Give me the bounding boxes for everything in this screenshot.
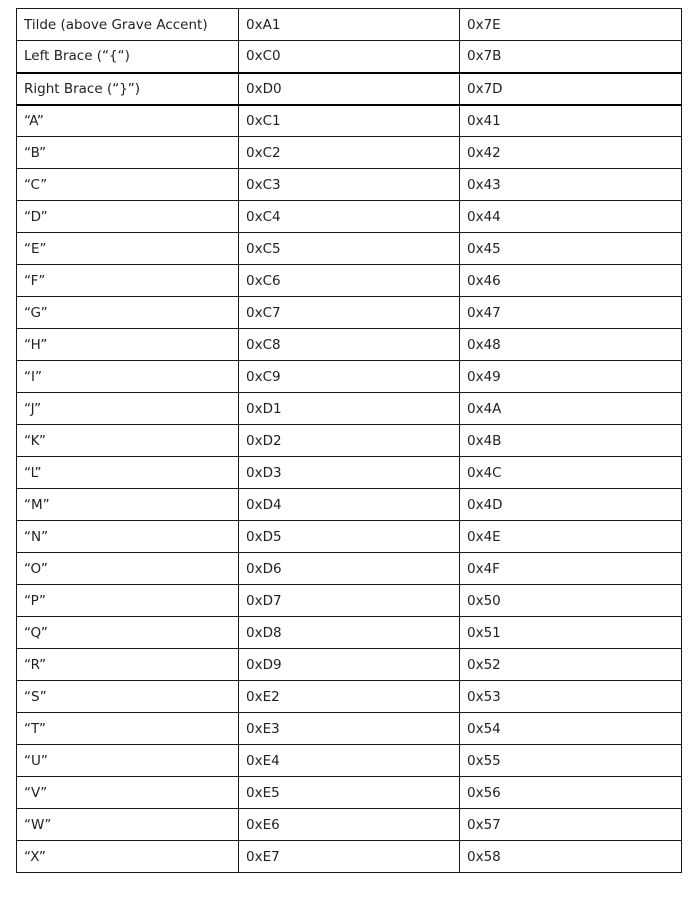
table-row bbox=[17, 233, 682, 265]
first-code-cell: 0xD3 bbox=[239, 457, 460, 489]
second-code-cell: 0x53 bbox=[460, 681, 682, 713]
first-code-cell: 0xD9 bbox=[239, 649, 460, 681]
second-code-cell: 0x7B bbox=[460, 41, 682, 73]
character-cell: “C” bbox=[17, 169, 239, 201]
second-code-cell: 0x45 bbox=[460, 233, 682, 265]
second-code-cell: 0x7D bbox=[460, 73, 682, 105]
character-cell: “H” bbox=[17, 329, 239, 361]
character-cell: “K” bbox=[17, 425, 239, 457]
character-cell: “E” bbox=[17, 233, 239, 265]
table-row bbox=[17, 585, 682, 617]
second-code-cell: 0x57 bbox=[460, 809, 682, 841]
table-row bbox=[17, 393, 682, 425]
character-cell: “M” bbox=[17, 489, 239, 521]
table-row bbox=[17, 41, 682, 73]
table-row bbox=[17, 745, 682, 777]
first-code-cell: 0xC8 bbox=[239, 329, 460, 361]
table-row bbox=[17, 201, 682, 233]
table-row bbox=[17, 841, 682, 873]
table-row bbox=[17, 681, 682, 713]
character-code-table-container bbox=[16, 8, 682, 873]
second-code-cell: 0x52 bbox=[460, 649, 682, 681]
second-code-cell: 0x50 bbox=[460, 585, 682, 617]
first-code-cell: 0xE6 bbox=[239, 809, 460, 841]
character-cell: Right Brace (“}”) bbox=[17, 73, 239, 105]
first-code-cell: 0xC2 bbox=[239, 137, 460, 169]
character-cell: “Q” bbox=[17, 617, 239, 649]
character-cell: “A” bbox=[17, 105, 239, 137]
first-code-cell: 0xC0 bbox=[239, 41, 460, 73]
character-cell: “V” bbox=[17, 777, 239, 809]
table-row bbox=[17, 361, 682, 393]
table-row bbox=[17, 489, 682, 521]
first-code-cell: 0xD2 bbox=[239, 425, 460, 457]
first-code-cell: 0xC1 bbox=[239, 105, 460, 137]
table-row bbox=[17, 809, 682, 841]
second-code-cell: 0x49 bbox=[460, 361, 682, 393]
character-cell: “F” bbox=[17, 265, 239, 297]
character-cell: “R” bbox=[17, 649, 239, 681]
first-code-cell: 0xD8 bbox=[239, 617, 460, 649]
table-row bbox=[17, 169, 682, 201]
second-code-cell: 0x43 bbox=[460, 169, 682, 201]
first-code-cell: 0xD1 bbox=[239, 393, 460, 425]
second-code-cell: 0x51 bbox=[460, 617, 682, 649]
second-code-cell: 0x4C bbox=[460, 457, 682, 489]
second-code-cell: 0x4B bbox=[460, 425, 682, 457]
character-cell: “L” bbox=[17, 457, 239, 489]
first-code-cell: 0xC7 bbox=[239, 297, 460, 329]
table-row bbox=[17, 137, 682, 169]
character-cell: “T” bbox=[17, 713, 239, 745]
character-cell: Left Brace (“{“) bbox=[17, 41, 239, 73]
first-code-cell: 0xC5 bbox=[239, 233, 460, 265]
character-code-table bbox=[16, 8, 682, 873]
first-code-cell: 0xD6 bbox=[239, 553, 460, 585]
first-code-cell: 0xA1 bbox=[239, 9, 460, 41]
character-cell: “D” bbox=[17, 201, 239, 233]
first-code-cell: 0xE5 bbox=[239, 777, 460, 809]
character-cell: “X” bbox=[17, 841, 239, 873]
second-code-cell: 0x58 bbox=[460, 841, 682, 873]
table-row bbox=[17, 329, 682, 361]
first-code-cell: 0xE7 bbox=[239, 841, 460, 873]
second-code-cell: 0x54 bbox=[460, 713, 682, 745]
first-code-cell: 0xD4 bbox=[239, 489, 460, 521]
second-code-cell: 0x4F bbox=[460, 553, 682, 585]
second-code-cell: 0x55 bbox=[460, 745, 682, 777]
second-code-cell: 0x4D bbox=[460, 489, 682, 521]
table-row bbox=[17, 265, 682, 297]
second-code-cell: 0x47 bbox=[460, 297, 682, 329]
character-cell: “W” bbox=[17, 809, 239, 841]
first-code-cell: 0xD0 bbox=[239, 73, 460, 105]
character-cell: “B” bbox=[17, 137, 239, 169]
table-row bbox=[17, 105, 682, 137]
first-code-cell: 0xE2 bbox=[239, 681, 460, 713]
first-code-cell: 0xE4 bbox=[239, 745, 460, 777]
table-row bbox=[17, 73, 682, 105]
second-code-cell: 0x7E bbox=[460, 9, 682, 41]
table-row bbox=[17, 777, 682, 809]
second-code-cell: 0x41 bbox=[460, 105, 682, 137]
second-code-cell: 0x44 bbox=[460, 201, 682, 233]
second-code-cell: 0x4E bbox=[460, 521, 682, 553]
table-row bbox=[17, 713, 682, 745]
second-code-cell: 0x56 bbox=[460, 777, 682, 809]
second-code-cell: 0x42 bbox=[460, 137, 682, 169]
table-row bbox=[17, 425, 682, 457]
first-code-cell: 0xD7 bbox=[239, 585, 460, 617]
character-cell: “I” bbox=[17, 361, 239, 393]
character-cell: “G” bbox=[17, 297, 239, 329]
character-cell: “S” bbox=[17, 681, 239, 713]
table-row bbox=[17, 457, 682, 489]
table-row bbox=[17, 9, 682, 41]
first-code-cell: 0xC4 bbox=[239, 201, 460, 233]
second-code-cell: 0x4A bbox=[460, 393, 682, 425]
first-code-cell: 0xD5 bbox=[239, 521, 460, 553]
first-code-cell: 0xC3 bbox=[239, 169, 460, 201]
character-cell: “J” bbox=[17, 393, 239, 425]
table-row bbox=[17, 553, 682, 585]
second-code-cell: 0x48 bbox=[460, 329, 682, 361]
table-row bbox=[17, 649, 682, 681]
table-body bbox=[17, 9, 682, 873]
table-row bbox=[17, 521, 682, 553]
character-cell: “U” bbox=[17, 745, 239, 777]
character-cell: “P” bbox=[17, 585, 239, 617]
character-cell: “N” bbox=[17, 521, 239, 553]
table-row bbox=[17, 617, 682, 649]
second-code-cell: 0x46 bbox=[460, 265, 682, 297]
table-row bbox=[17, 297, 682, 329]
character-cell: “O” bbox=[17, 553, 239, 585]
character-cell: Tilde (above Grave Accent) bbox=[17, 9, 239, 41]
first-code-cell: 0xC6 bbox=[239, 265, 460, 297]
first-code-cell: 0xC9 bbox=[239, 361, 460, 393]
first-code-cell: 0xE3 bbox=[239, 713, 460, 745]
